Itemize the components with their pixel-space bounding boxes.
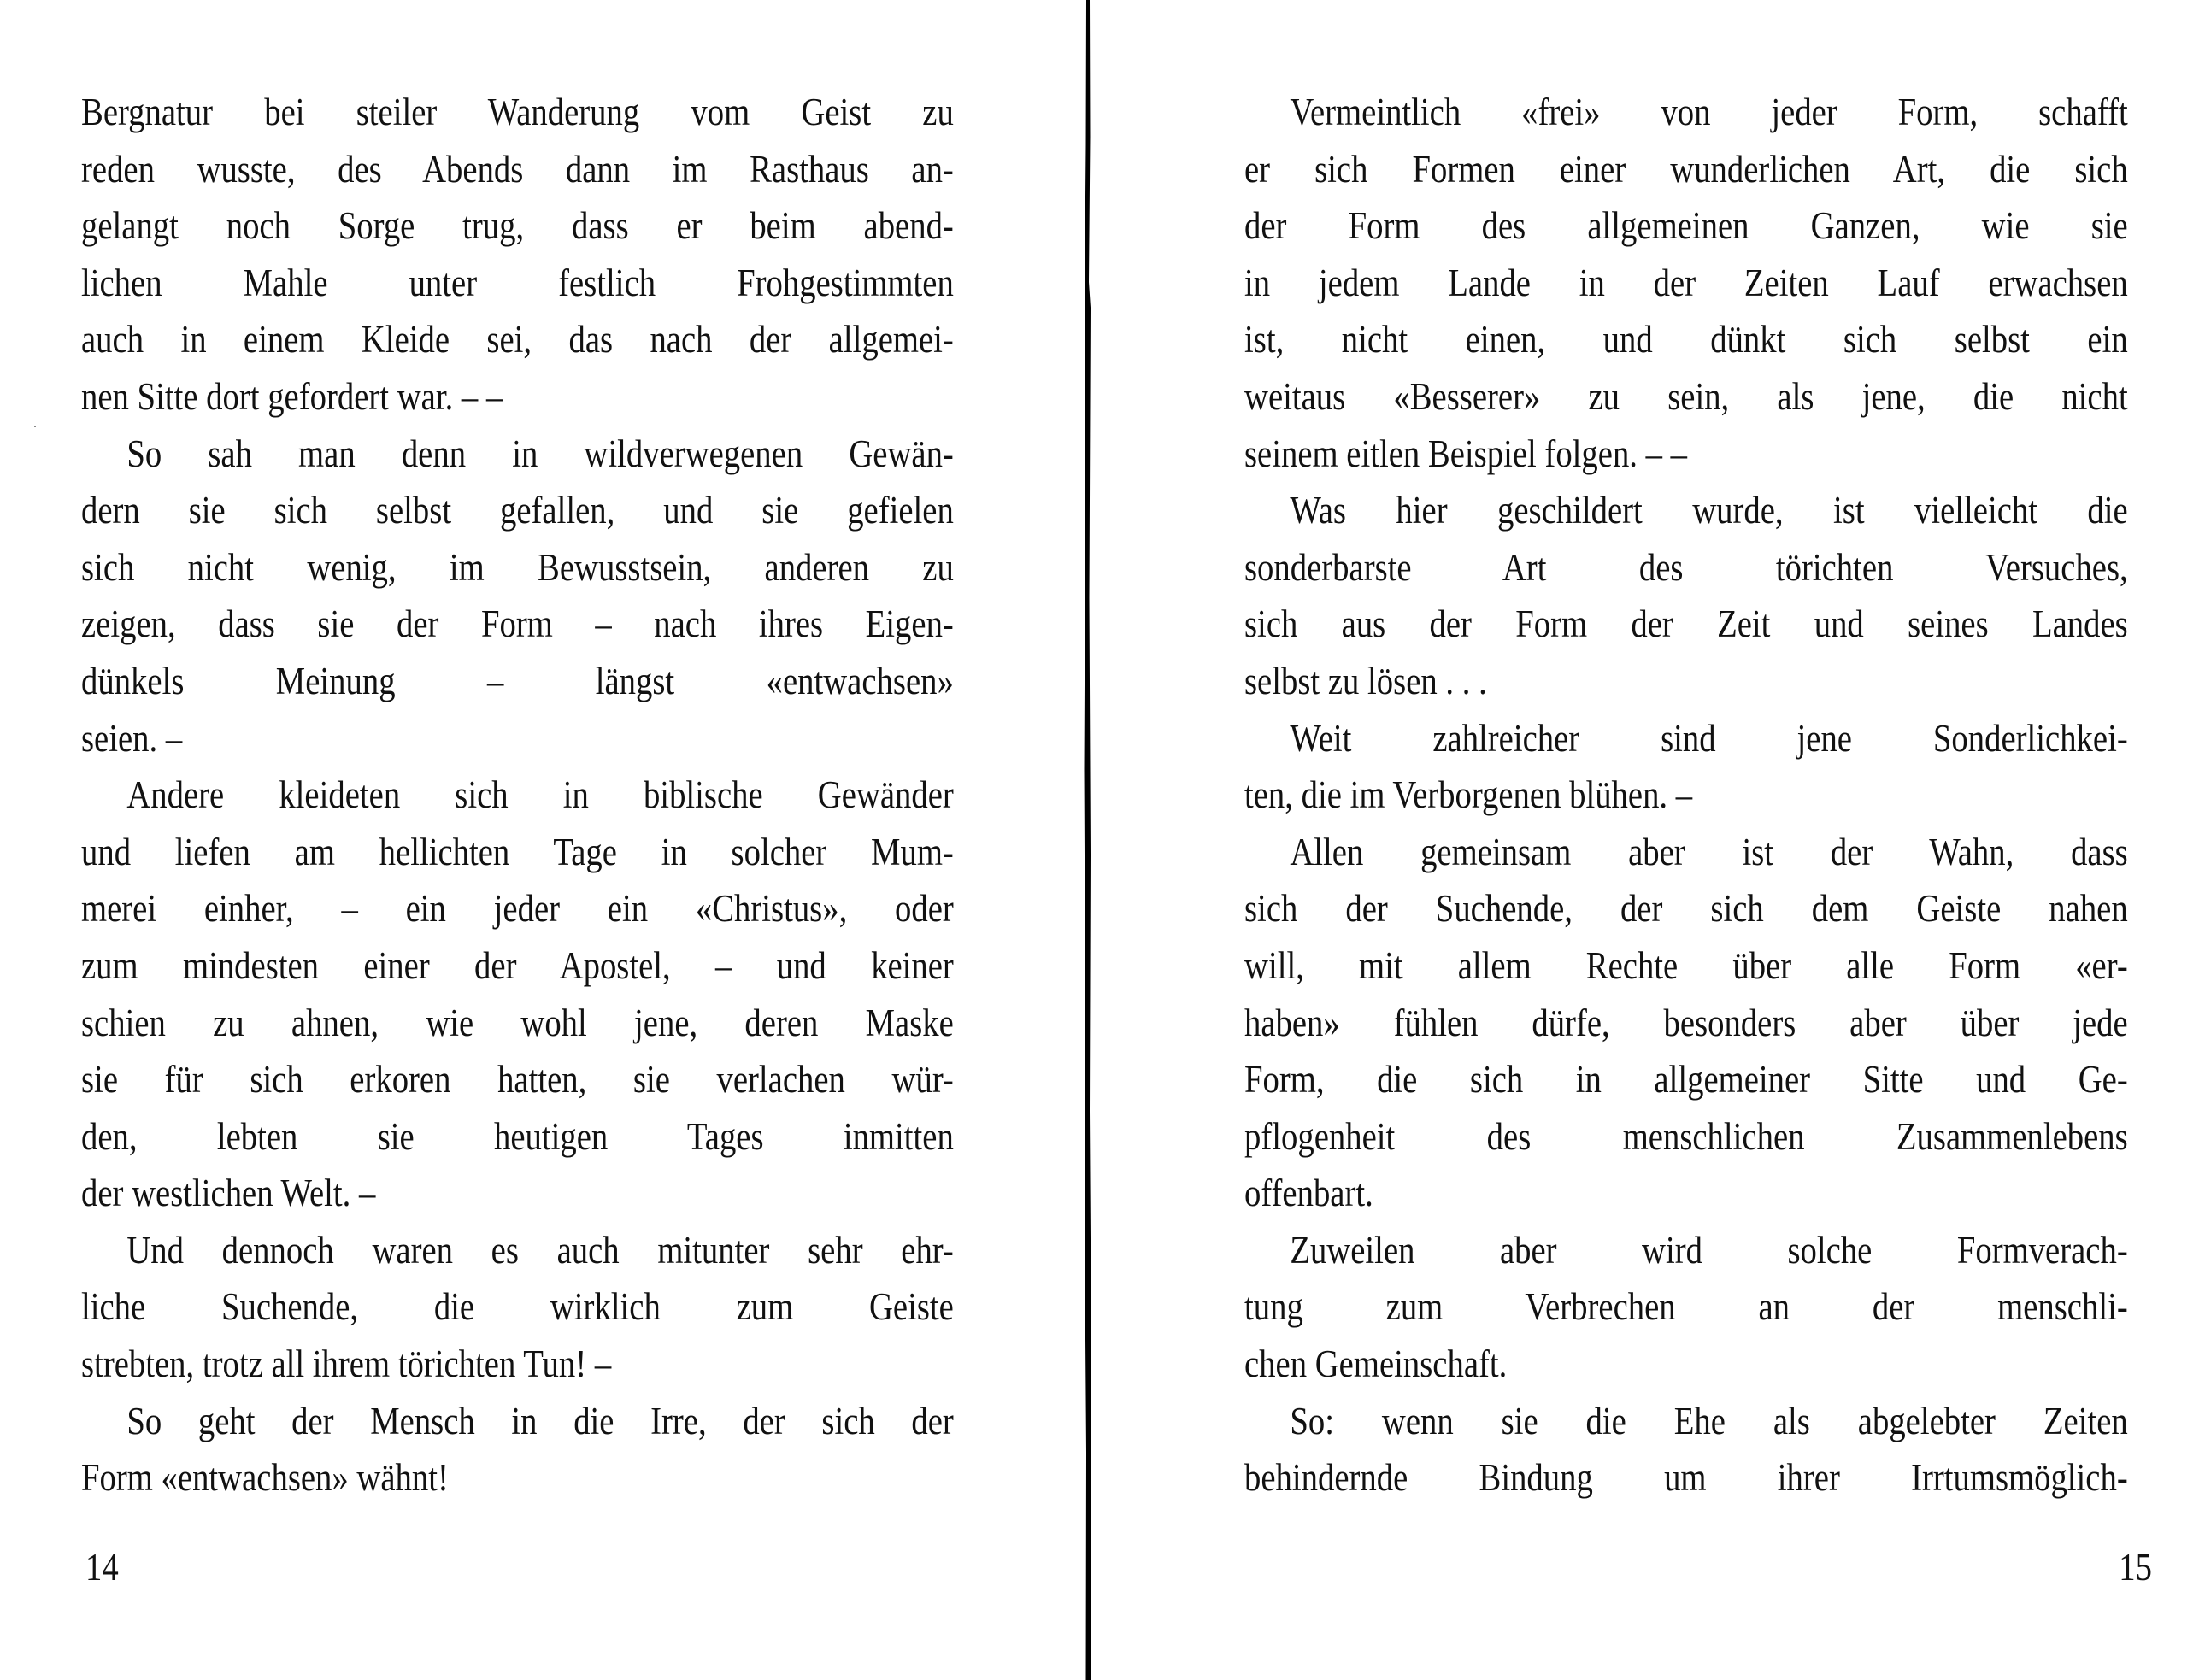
left-page bbox=[0, 0, 1085, 1680]
text-line: strebten, trotz all ihrem törichten Tun! – bbox=[81, 1342, 612, 1386]
text-line: pflogenheit des menschlichen Zusammenlebens bbox=[1244, 1114, 2128, 1158]
text-line: dünkels Meinung – längst «entwachsen» bbox=[81, 659, 954, 702]
text-line: Andere kleideten sich in biblische Gewänder bbox=[126, 773, 954, 817]
text-line: schien zu ahnen, wie wohl jene, deren Maske bbox=[81, 1001, 954, 1044]
book-spine bbox=[1084, 0, 1092, 1680]
text-line: gelangt noch Sorge trug, dass er beim abend- bbox=[81, 204, 954, 248]
text-line: reden wusste, des Abends dann im Rasthaus an- bbox=[81, 147, 954, 191]
text-line: selbst zu lösen . . . bbox=[1244, 659, 1487, 702]
text-line: Form «entwachsen» wähnt! bbox=[81, 1456, 449, 1500]
text-line: seien. – bbox=[81, 716, 183, 760]
text-line: liche Suchende, die wirklich zum Geiste bbox=[81, 1285, 954, 1329]
text-line: behindernde Bindung um ihrer Irrtumsmöglich- bbox=[1244, 1456, 2128, 1500]
text-line: Zuweilen aber wird solche Formverach- bbox=[1290, 1228, 2128, 1272]
text-line: den, lebten sie heutigen Tages inmitten bbox=[81, 1114, 954, 1158]
text-line: weitaus «Besserer» zu sein, als jene, die nicht bbox=[1244, 374, 2128, 418]
text-line: er sich Formen einer wunderlichen Art, die sich bbox=[1244, 147, 2128, 191]
text-line: seinem eitlen Beispiel folgen. – – bbox=[1244, 432, 1688, 475]
text-line: sonderbarste Art des törichten Versuches, bbox=[1244, 545, 2128, 589]
text-line: sich nicht wenig, im Bewusstsein, anderen zu bbox=[81, 545, 954, 589]
text-line: Und dennoch waren es auch mitunter sehr ehr- bbox=[126, 1228, 954, 1272]
text-line: Vermeintlich «frei» von jeder Form, schafft bbox=[1290, 91, 2128, 133]
text-line: und liefen am hellichten Tage in solcher Mum- bbox=[81, 830, 954, 873]
text-line: sich aus der Form der Zeit und seines Landes bbox=[1244, 602, 2128, 646]
text-line: Allen gemeinsam aber ist der Wahn, dass bbox=[1290, 830, 2128, 873]
text-line: dern sie sich selbst gefallen, und sie gefielen bbox=[81, 489, 954, 532]
text-line: So geht der Mensch in die Irre, der sich der bbox=[126, 1399, 954, 1442]
text-line: merei einher, – ein jeder ein «Christus», oder bbox=[81, 887, 954, 931]
text-line: in jedem Lande in der Zeiten Lauf erwachsen bbox=[1244, 261, 2128, 304]
text-line: ten, die im Verborgenen blühen. – bbox=[1244, 773, 1693, 817]
text-line: So sah man denn in wildverwegenen Gewän- bbox=[126, 432, 954, 475]
text-line: haben» fühlen dürfe, besonders aber über jede bbox=[1244, 1001, 2128, 1044]
page-number-right: 15 bbox=[2119, 1546, 2152, 1589]
page-number-left: 14 bbox=[85, 1546, 119, 1589]
text-line: der Form des allgemeinen Ganzen, wie sie bbox=[1244, 204, 2128, 248]
text-line: sie für sich erkoren hatten, sie verlachen wür- bbox=[81, 1058, 954, 1101]
text-line: nen Sitte dort gefordert war. – – bbox=[81, 374, 503, 418]
left-page-text bbox=[81, 84, 954, 1507]
text-line: auch in einem Kleide sei, das nach der allgemei- bbox=[81, 318, 954, 361]
text-line: ist, nicht einen, und dünkt sich selbst ein bbox=[1244, 318, 2128, 361]
text-line: offenbart. bbox=[1244, 1172, 1373, 1215]
text-line: chen Gemeinschaft. bbox=[1244, 1342, 1508, 1386]
text-line: will, mit allem Rechte über alle Form «er- bbox=[1244, 943, 2128, 987]
text-line: zeigen, dass sie der Form – nach ihres Eigen- bbox=[81, 602, 954, 646]
text-line: Was hier geschildert wurde, ist vielleicht die bbox=[1290, 489, 2128, 532]
right-page-text bbox=[1244, 84, 2128, 1507]
right-page bbox=[1096, 0, 2205, 1680]
text-line: Form, die sich in allgemeiner Sitte und Ge- bbox=[1244, 1058, 2128, 1101]
text-line: So: wenn sie die Ehe als abgelebter Zeiten bbox=[1290, 1399, 2128, 1442]
text-line: lichen Mahle unter festlich Frohgestimmten bbox=[81, 261, 954, 304]
text-line: tung zum Verbrechen an der menschli- bbox=[1244, 1285, 2128, 1329]
text-line: Bergnatur bei steiler Wanderung vom Geist zu bbox=[81, 91, 954, 133]
spine-line bbox=[1085, 0, 1092, 1680]
text-line: zum mindesten einer der Apostel, – und keiner bbox=[81, 943, 954, 987]
text-line: sich der Suchende, der sich dem Geiste nahen bbox=[1244, 887, 2128, 931]
text-line: Weit zahlreicher sind jene Sonderlichkei- bbox=[1290, 716, 2128, 760]
text-line: der westlichen Welt. – bbox=[81, 1172, 376, 1215]
scan-speck bbox=[34, 426, 36, 427]
